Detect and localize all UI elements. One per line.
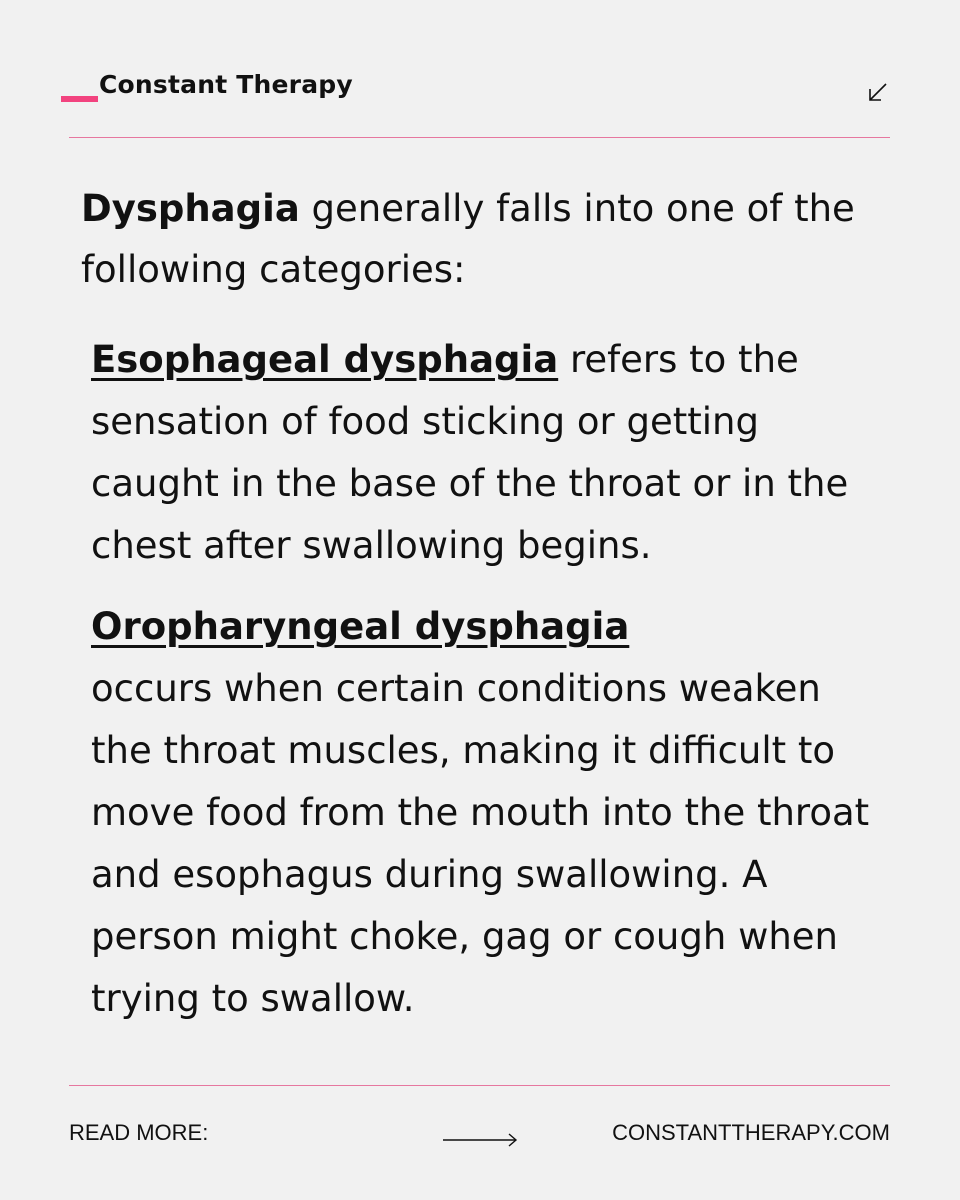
website-link[interactable]: CONSTANTTHERAPY.COM: [612, 1120, 890, 1145]
esophageal-section: [91, 329, 891, 577]
arrow-down-left-icon: [866, 80, 890, 104]
intro-paragraph: [81, 178, 901, 300]
intro-text: generally falls into one of the following categories:: [81, 187, 855, 291]
oropharyngeal-text: occurs when certain conditions weaken the throat muscles, making it difficult to move food from the mouth into the throat and esophagus during swallowing. A person might choke, gag or cough when trying to swallow.: [91, 667, 870, 1020]
brand-name: Constant Therapy: [99, 70, 353, 99]
esophageal-term: Esophageal dysphagia: [91, 338, 559, 381]
top-divider: [69, 137, 890, 138]
intro-term: Dysphagia: [81, 187, 300, 230]
arrow-right-icon: [443, 1130, 519, 1150]
esophageal-text: refers to the sensation of food sticking or getting caught in the base of the throat or in the chest after swallowing begins.: [91, 338, 849, 567]
oropharyngeal-term: Oropharyngeal dysphagia: [91, 605, 630, 648]
oropharyngeal-section: [91, 596, 891, 1030]
read-more-label: READ MORE:: [69, 1120, 209, 1145]
brand-accent-bar: [61, 96, 98, 102]
bottom-divider: [69, 1085, 890, 1086]
